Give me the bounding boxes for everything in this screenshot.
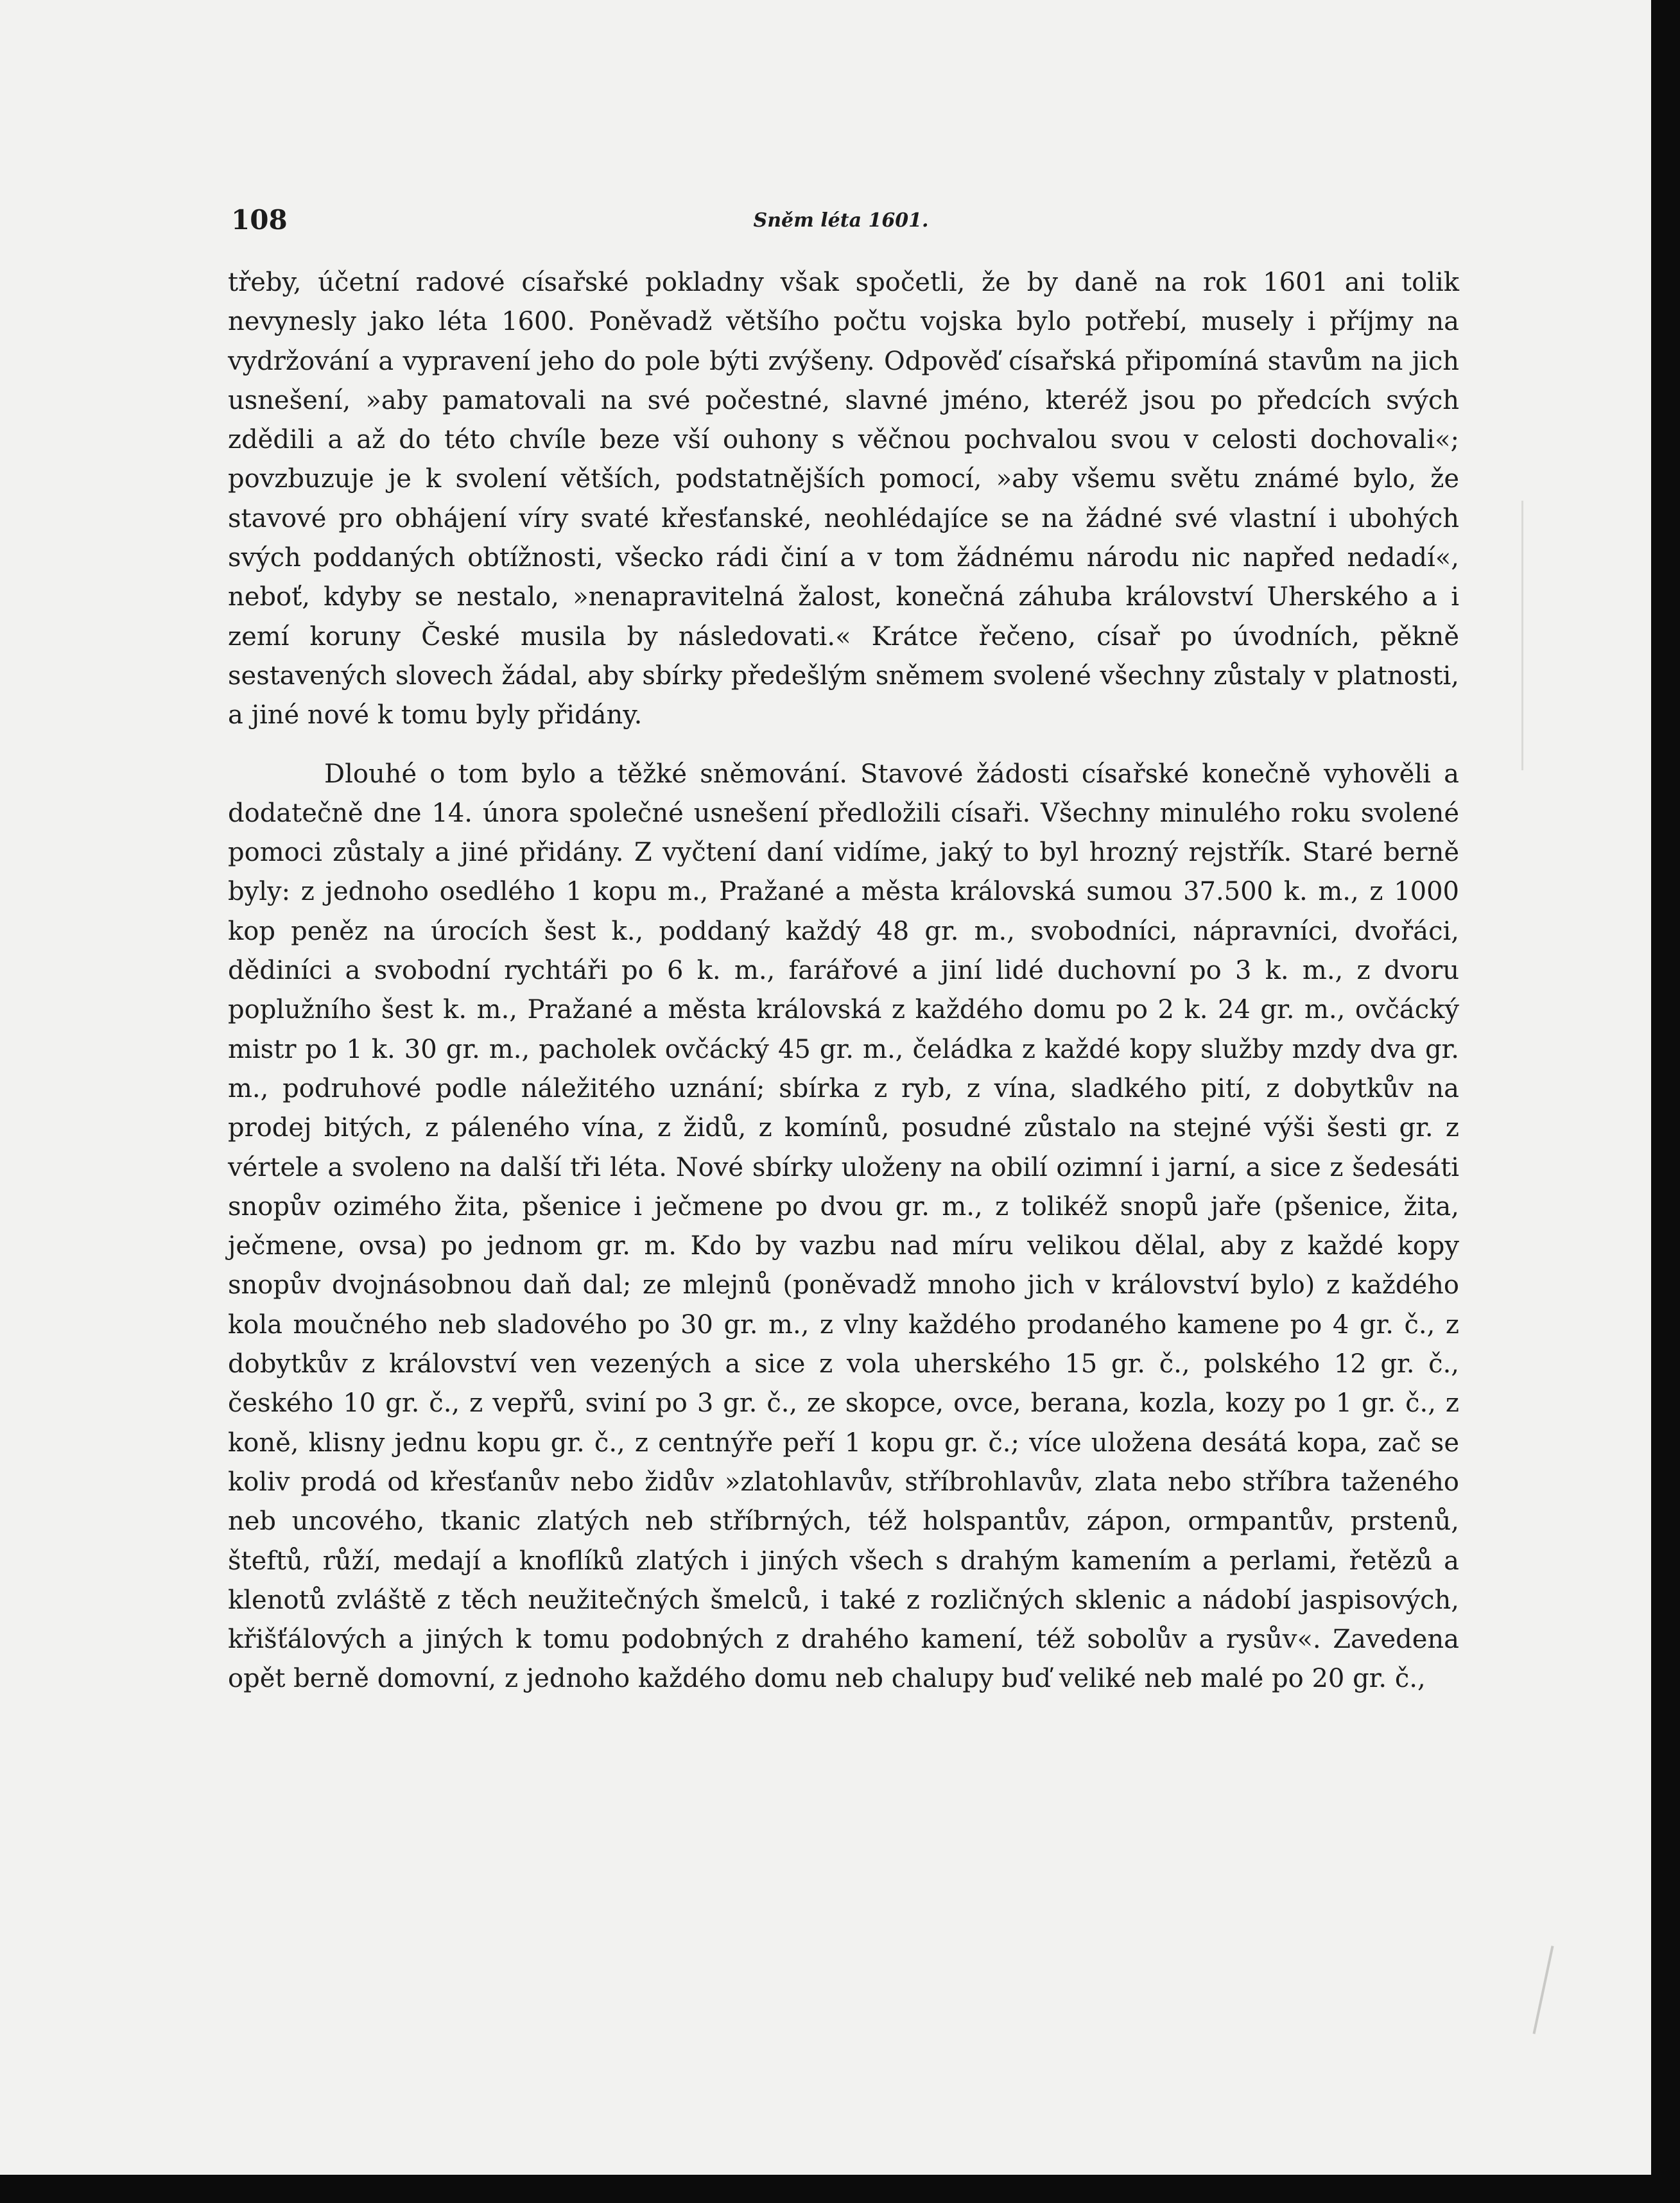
paragraph-2: Dlouhé o tom bylo a těžké sněmování. Stavové žádosti císařské konečně vyhověli a dodatečně dne 14. února společné usnešení předložili císaři. Všechny minulého roku svolené pomoci zůstaly a jiné přidány. Z vyčtení daní vidíme, jaký to byl hrozný rejstřík. Staré berně byly: z jednoho osedlého 1 kopu m., Pražané a města královská sumou 37.500 k. m., z 1000 kop peněz na úrocích šest k., poddaný každý 48 gr. m., svobodníci, nápravníci, dvořáci, dědiníci a svobodní rychtáři po 6 k. m., farářové a jiní lidé duchovní po 3 k. m., z dvoru poplužního šest k. m., Pražané a města královská z každého domu po 2 k. 24 gr. m., ovčácký mistr po 1 k. 30 gr. m., pacholek ovčácký 45 gr. m., čeládka z každé kopy služby mzdy dva gr. m., podruhové podle náležitého uznání; sbírka z ryb, z vína, sladkého pití, z dobytkův na prodej bitých, z páleného vína, z židů, z komínů, posudné zůstalo na stejné výši šesti gr. z vértele a svoleno na další tři léta. Nové sbírky uloženy na obilí ozimní i jarní, a sice z šedesáti snopův ozimého žita, pšenice i ječmene po dvou gr. m., z tolikéž snopů jaře (pšenice, žita, ječmene, ovsa) po jednom gr. m. Kdo by vazbu nad míru velikou dělal, aby z každé kopy snopův dvojnásobnou daň dal; ze mlejnů (poněvadž mnoho jich v království bylo) z každého kola moučného neb sladového po 30 gr. m., z vlny každého prodaného kamene po 4 gr. č., z dobytkův z království ven vezených a sice z vola uherského 15 gr. č., polského 12 gr. č., českého 10 gr. č., z vepřů, sviní po 3 gr. č., ze skopce, ovce, berana, kozla, kozy po 1 gr. č., z koně, klisny jednu kopu gr. č., z centnýře peří 1 kopu gr. č.; více uložena desátá kopa, zač se koliv prodá od křesťanův nebo židův »zlatohlavův, stříbrohlavův, zlata nebo stříbra taženého neb uncového, tkanic zlatých neb stříbrných, též holspantův, zápon, ormpantův, prstenů, šteftů, růží, medají a knoflíků zlatých i jiných všech s drahým kamením a perlami, řetězů a klenotů zvláště z těch neužitečných šmelců, i také z rozličných sklenic a nádobí jaspisových, křišťálových a jiných k tomu podobných z drahého kamení, též sobolův a rysův«. Zavedena opět berně domovní, z jednoho každého domu neb chalupy buď veliké neb malé po 20 gr. č., xyxy=(228,759,1459,1694)
body-text xyxy=(228,263,1459,1699)
scan-artifact-line xyxy=(1521,501,1523,770)
scan-artifact-mark xyxy=(1532,1946,1554,2034)
paragraph-1: třeby, účetní radové císařské pokladny však spočetli, že by daně na rok 1601 ani tolik nevynesly jako léta 1600. Poněvadž většího počtu vojska bylo potřebí, musely i příjmy na vydržování a vypravení jeho do pole býti zvýšeny. Odpověď císařská připomíná stavům na jich usnešení, »aby pamatovali na své počestné, slavné jméno, kteréž jsou po předcích svých zdědili a až do této chvíle beze vší ouhony s věčnou pochvalou svou v celosti dochovali«; povzbuzuje je k svolení větších, podstatnějších pomocí, »aby všemu světu známé bylo, že stavové pro obhájení víry svaté křesťanské, neohlédajíce se na žádné své vlastní i ubohých svých poddaných obtížnosti, všecko rádi činí a v tom žádnému národu nic napřed nedadí«, neboť, kdyby se nestalo, »nenapravitelná žalost, konečná záhuba království Uherského a i zemí koruny České musila by následovati.« Krátce řečeno, císař po úvodních, pěkně sestavených slovech žádal, aby sbírky předešlým sněmem svolené všechny zůstaly v platnosti, a jiné nové k tomu byly přidány. xyxy=(228,268,1459,730)
running-head: Sněm léta 1601. xyxy=(753,209,929,232)
page-header xyxy=(218,204,1464,243)
scan-border-bottom xyxy=(0,2175,1680,2203)
page-number: 108 xyxy=(231,204,288,236)
scan-border-right xyxy=(1651,0,1680,2203)
